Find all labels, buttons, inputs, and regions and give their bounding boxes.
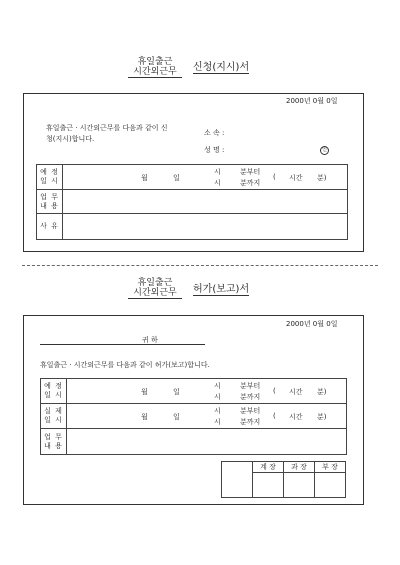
form1-body-text-line2: 청(지시)합니다. — [46, 135, 95, 143]
form1-duration-text: 시간 — [289, 174, 303, 182]
form2-to: 분까지 — [240, 393, 261, 401]
approval-col-chief: 계 장 — [253, 462, 284, 473]
form1-name-label: 성 명 : — [204, 146, 225, 154]
form2-title-suffix: 허가(보고)서 — [193, 284, 250, 295]
approval-col-department-head: 부 장 — [315, 462, 346, 473]
form2-day: 일 — [173, 388, 180, 396]
form2-actual-from: 분부터 — [240, 407, 261, 415]
form2-date: 2000년 0월 0일 — [286, 320, 338, 328]
form2-actual-duration-text: 시간 — [289, 413, 303, 421]
form2-actual-value[interactable] — [67, 404, 347, 429]
form2-month: 월 — [141, 388, 148, 396]
form2-duration-text: 시간 — [289, 388, 303, 396]
form2-actual-day: 일 — [173, 413, 180, 421]
form1-month: 월 — [141, 174, 148, 182]
form1-title-line2: 시간외근무 — [133, 67, 177, 77]
form2-actual-duration-open: ( — [273, 412, 276, 420]
form2-schedule-row — [41, 379, 347, 404]
form2-actual-label: 실 제 일 시 — [41, 404, 67, 429]
form2-duration-close: 분) — [317, 388, 327, 396]
approval-header-row — [222, 462, 346, 473]
form1-reason-row — [37, 214, 348, 240]
form2-hour-from: 시 — [214, 382, 221, 390]
form2-work-label: 업 무 내 용 — [41, 429, 67, 455]
form1-reason-label: 사 유 — [37, 214, 63, 240]
approval-sign-department-head[interactable] — [315, 473, 346, 498]
form2-work-row — [41, 429, 347, 455]
form1-work-row — [37, 190, 348, 214]
approval-sign-section-head[interactable] — [284, 473, 315, 498]
form1-duration-close: 분) — [317, 174, 327, 182]
form2-title-line1: 휴일출근 — [137, 278, 173, 288]
form2-from: 분부터 — [240, 382, 261, 390]
form2-actual-duration-close: 분) — [317, 413, 327, 421]
approval-table — [221, 461, 346, 498]
form1-day: 일 — [173, 174, 180, 182]
approval-col-section-head: 과 장 — [284, 462, 315, 473]
form2-body-text: 휴일출근 · 시간외근무를 다음과 같이 허가(보고)합니다. — [40, 361, 210, 369]
form1-body-text-line1: 휴일출근 · 시간외근무를 다음과 같이 신 — [46, 124, 168, 132]
form2-schedule-label: 예 정 일 시 — [41, 379, 67, 404]
form2-schedule-value[interactable] — [67, 379, 347, 404]
form1-title-prefix — [128, 57, 182, 78]
form1-duration-open: ( — [273, 173, 276, 181]
form1-affiliation-label: 소 속 : — [204, 129, 225, 137]
form1-title-line1: 휴일출근 — [137, 57, 173, 67]
form2-actual-to: 분까지 — [240, 418, 261, 426]
form2-recipient-line[interactable] — [40, 335, 205, 345]
form2-actual-hour-to: 시 — [214, 418, 221, 426]
form2-recipient: 귀 하 — [142, 336, 158, 344]
form1-body-text — [46, 123, 168, 145]
form1-schedule-value[interactable] — [63, 165, 348, 190]
form1-hour-to: 시 — [214, 179, 221, 187]
form1-schedule-label: 예 정 일 시 — [37, 165, 63, 190]
form1-reason-value[interactable] — [63, 214, 348, 240]
form2-table — [40, 378, 347, 455]
form2-actual-row — [41, 404, 347, 429]
form1-schedule-row — [37, 165, 348, 190]
form1-from: 분부터 — [240, 168, 261, 176]
form1-seal-icon: 인 — [320, 145, 329, 155]
form2-title-prefix — [128, 278, 182, 299]
form2-work-value[interactable] — [67, 429, 347, 455]
form2-actual-month: 월 — [141, 413, 148, 421]
form2-title-line2: 시간외근무 — [133, 288, 177, 298]
form1-table — [36, 164, 348, 240]
form2-actual-hour-from: 시 — [214, 407, 221, 415]
form1-work-label: 업 무 내 용 — [37, 190, 63, 214]
approval-blank-cell — [222, 462, 253, 498]
approval-sign-chief[interactable] — [253, 473, 284, 498]
cut-line — [22, 265, 378, 266]
form2-duration-open: ( — [273, 387, 276, 395]
form1-to: 분까지 — [240, 179, 261, 187]
form2-hour-to: 시 — [214, 393, 221, 401]
form1-date: 2000년 0월 0일 — [286, 97, 338, 105]
form1-title-suffix: 신청(지시)서 — [193, 62, 250, 73]
form1-work-value[interactable] — [63, 190, 348, 214]
form1-hour-from: 시 — [214, 168, 221, 176]
